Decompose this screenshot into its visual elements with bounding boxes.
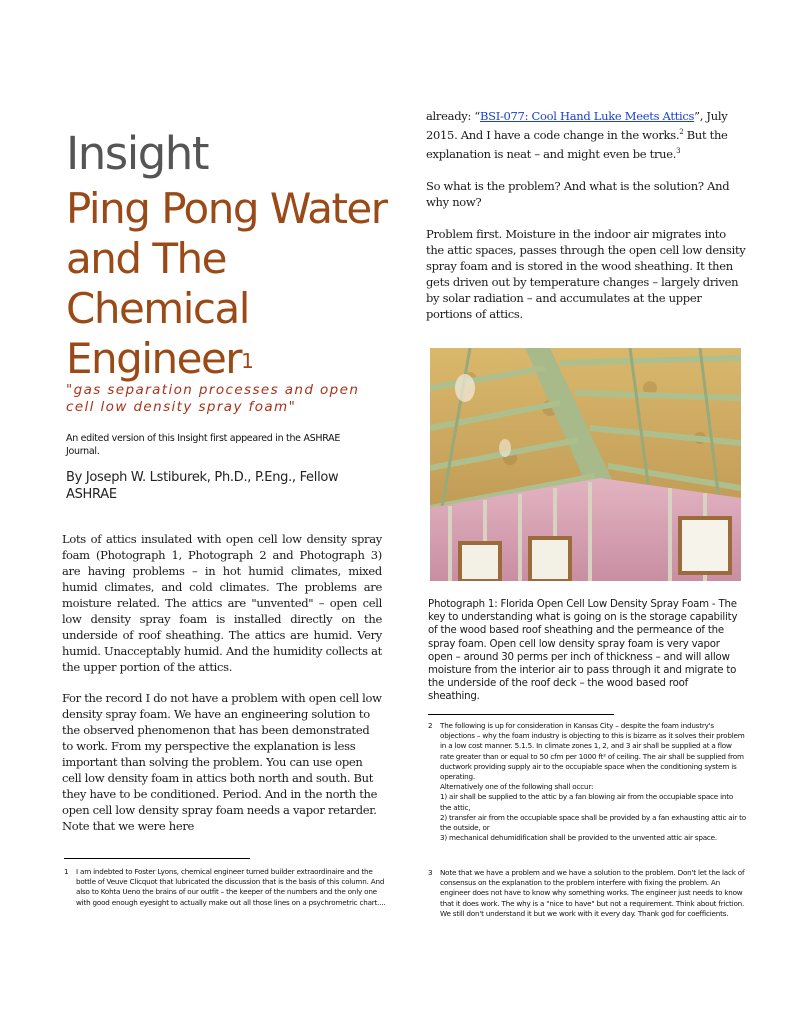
article-title [66, 184, 396, 384]
footnote-2 [428, 721, 746, 843]
right-p1-mid: But the explanation is neat – and might even be true. [426, 127, 728, 161]
footnote-1 [64, 867, 386, 908]
footnote-1-number: 1 [64, 867, 69, 876]
right-column-text [426, 108, 746, 338]
author-byline: By Joseph W. Lstiburek, Ph.D., P.Eng., Fellow ASHRAE [66, 470, 339, 502]
footnote-ref-2[interactable]: 2 [679, 128, 684, 136]
photo-caption: Photograph 1: Florida Open Cell Low Density Spray Foam - The key to understanding what is going on is the storage capability of the wood based roof sheathing and the permeance of the spray foam. Open cell low density spray foam is very vapor open – around 30 perms per inch of thickness – and will allow moisture from the interior air to pass through it and migrate to the underside of the roof deck – the wood based roof sheathing. [428, 599, 738, 703]
right-paragraph-2: So what is the problem? And what is the solution? And why now? [426, 178, 730, 209]
footnote-rule-left [64, 858, 250, 859]
article-title-text: Ping Pong Water and The Chemical Engineer [66, 184, 387, 383]
title-footnote-ref[interactable]: 1 [241, 349, 254, 373]
footnote-2-line-4: 2) transfer air from the occupiable space shall be provided by a fan exhausting attic air to the outside, or [440, 812, 746, 833]
footnote-3-number: 3 [428, 868, 433, 877]
attic-spray-foam-photo [430, 348, 741, 581]
right-p1-after-link: ”, July 2015. And I have a code change in the works. [426, 109, 728, 142]
footnote-3 [428, 868, 746, 919]
footnote-1-text: I am indebted to Foster Lyons, chemical engineer turned builder extraordinaire and the bottle of Veuve Clicquot that lubricated the discussion that is the basis of this column. And also to Kohta Ueno the brains of our outfit – the keeper of the numbers and the only one with good enough eyesight to actually make out all those lines on a psychrometric chart.... [76, 867, 386, 907]
body-paragraph-1: Lots of attics insulated with open cell low density spray foam (Photograph 1, Photograph 2 and Photograph 3) are having problems – in hot humid climates, mixed humid climates, and cold climates. The problems are moisture related. The attics are "unvented" – open cell low density spray foam is installed directly on the underside of roof sheathing. The attics are humid. Very humid. Unacceptably humid. And the humidity collects at the upper portion of the attics. [62, 532, 382, 674]
article-subtitle: "gas separation processes and open cell low density spray foam" [66, 382, 360, 415]
footnote-rule-right [428, 714, 614, 715]
right-paragraph-1 [426, 108, 746, 162]
section-label: Insight [66, 127, 208, 180]
footnote-2-line-2: Alternatively one of the following shall occur: [440, 782, 594, 792]
right-p1-prefix: already: “ [426, 109, 480, 123]
attic-photo-illustration [430, 348, 741, 581]
edited-note: An edited version of this Insight first appeared in the ASHRAE Journal. [66, 433, 341, 457]
footnote-2-number: 2 [428, 721, 433, 730]
footnote-2-line-3: 1) air shall be supplied to the attic by a fan blowing air from the occupiable space into the attic, [440, 792, 734, 812]
body-paragraph-2: For the record I do not have a problem with open cell low density spray foam. We have an engineering solution to the observed phenomenon that has been demonstrated to work. From my perspective the explanation is less important than solving the problem. You can use open cell low density foam in attics both north and south. But they have to be conditioned. Period. And in the north the open cell low density spray foam needs a vapor retarder. Note that we were here [62, 691, 382, 833]
footnote-ref-3[interactable]: 3 [676, 146, 681, 155]
footnote-3-text: Note that we have a problem and we have a solution to the problem. Don't let the lack of consensus on the explanation to the problem interfere with fixing the problem. An engineer does not have to know why something works. The engineer just needs to know that it does work. The why is a "nice to have" but not a requirement. Think about friction. We still don't understand it but we work with it every day. Thank god for coefficients. [440, 868, 745, 918]
footnote-2-line-1: The following is up for consideration in Kansas City – despite the foam industry's objections – why the foam industry is objecting to this is bizarre as it solves their problem in a low cost manner. 5.1.5. In climate zones 1, 2, and 3 air shall be supplied at a flow rate greater than or equal to 50 cfm per 1000 ft² of ceiling. The air shall be supplied from ductwork providing supply air to the occupiable space when the conditioning system is operating. [440, 721, 745, 782]
footnote-2-line-5: 3) mechanical dehumidification shall be provided to the unvented attic air space. [440, 833, 717, 843]
bsi-077-link[interactable]: BSI-077: Cool Hand Luke Meets Attics [479, 109, 695, 123]
right-paragraph-3: Problem first. Moisture in the indoor air migrates into the attic spaces, passes through the open cell low density spray foam and is stored in the wood sheathing. It then gets driven out by temperature changes – largely driven by solar radiation – and accumulates at the upper portions of attics. [426, 226, 746, 321]
